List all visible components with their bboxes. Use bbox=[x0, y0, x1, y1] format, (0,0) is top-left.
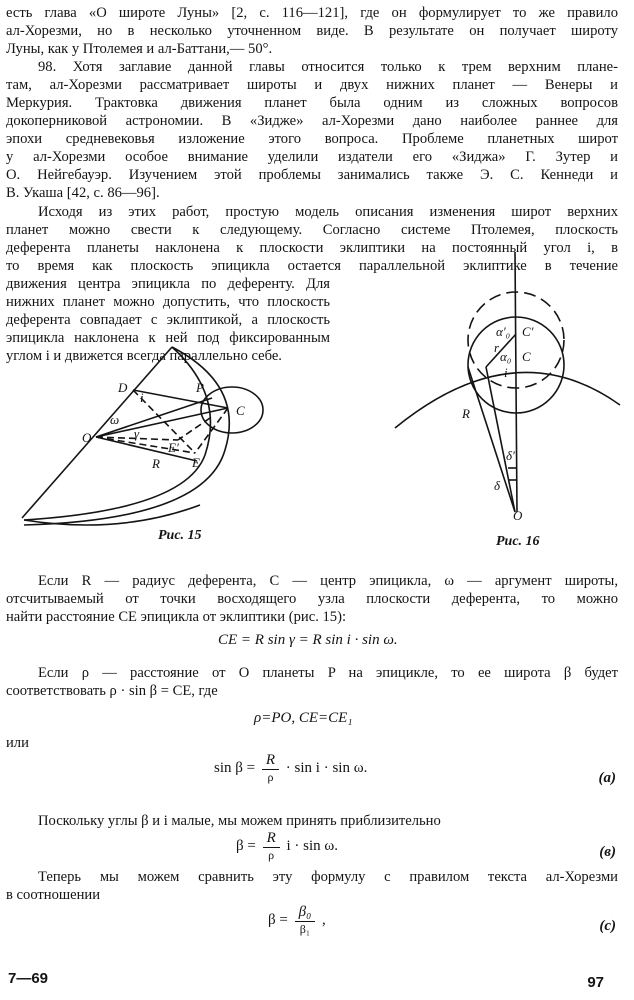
equation-label-b: (в) bbox=[599, 844, 616, 860]
text-line: в соотношении bbox=[6, 887, 101, 903]
fig16-inner-line bbox=[486, 367, 515, 512]
fig16-label-C: C bbox=[522, 349, 531, 364]
text-line: Исходя из этих работ, простую модель описания изменения широт верхних bbox=[38, 204, 618, 220]
text-line: найти расстояние CE эпицикла от эклиптики (рис. 15): bbox=[6, 609, 346, 625]
formula-b-left: β = bbox=[236, 837, 256, 854]
formula-c-left: β = bbox=[268, 911, 288, 928]
fraction bbox=[263, 830, 280, 863]
fig15-label-E: E bbox=[192, 455, 200, 470]
text-line: Меркурия. Трактовка движения планет была одним из сложных вопросов bbox=[6, 95, 618, 111]
text-line: отсчитываемый от точки восходящего узла плоскости деферента, то можно bbox=[6, 591, 618, 607]
text-line: 98. Хотя заглавие данной главы относится только к трем верхним плане- bbox=[38, 59, 618, 75]
text-line: докоперниковой астрономии. В «Зидже» ал-Хорезми дано наиболее раннее для bbox=[6, 113, 618, 129]
denominator: ρ bbox=[268, 848, 275, 862]
fig16-R-line bbox=[468, 367, 515, 512]
fig15-label-P: P bbox=[196, 380, 204, 395]
fraction bbox=[262, 752, 279, 785]
signature-mark: 7—69 bbox=[8, 970, 49, 987]
page-number: 97 bbox=[587, 974, 604, 991]
text-line: эпохи средневековья изложение этого вопроса. Проблеме планетных широт bbox=[6, 131, 618, 147]
numerator: R bbox=[263, 830, 280, 848]
text-line: то время как плоскость эпицикла остается параллельной эклиптике в течение bbox=[6, 258, 618, 274]
text-line: Теперь мы можем сравнить эту формулу с правилом текста ал-Хорезми bbox=[38, 869, 618, 885]
fig16-label-O: O bbox=[513, 508, 523, 523]
fig16-label-i: i bbox=[504, 365, 508, 380]
fig15-label-i: i bbox=[140, 390, 144, 405]
text-line: эпицикла наклонена к ней под фиксированным bbox=[6, 330, 330, 346]
denominator: ρ bbox=[267, 770, 274, 784]
text-line: Луны, как у Птолемея и ал-Баттани,— 50°. bbox=[6, 41, 273, 57]
fig15-label-D: D bbox=[118, 380, 128, 395]
fig16-label-R: R bbox=[462, 406, 470, 421]
numerator: R bbox=[262, 752, 279, 770]
formula-ce: CE = R sin γ = R sin i · sin ω. bbox=[218, 632, 398, 648]
text-line: соответствовать ρ · sin β = CE, где bbox=[6, 683, 218, 699]
text-line: углом i и движется всегда параллельно себе. bbox=[6, 348, 282, 364]
text-line: ал-Хорезми, но в несколько уточненном виде. В результате он получает широту bbox=[6, 23, 618, 39]
figure-15-caption: Рис. 15 bbox=[158, 528, 202, 543]
formula-a-right: · sin i · sin ω. bbox=[285, 759, 368, 776]
formula-c bbox=[268, 904, 326, 937]
formula-b bbox=[236, 830, 338, 863]
fig16-label-a0: α₀ bbox=[500, 349, 512, 364]
formula-a bbox=[214, 752, 367, 785]
text-line: нижних планет можно допустить, что плоскость bbox=[6, 294, 330, 310]
text-line: есть глава «О широте Луны» [2, с. 116—121], где он формулирует то же правило bbox=[6, 5, 618, 21]
fraction bbox=[295, 904, 316, 937]
formula-rho: ρ=PO, CE=CE₁ bbox=[254, 710, 353, 726]
text-line: Если R — радиус деферента, C — центр эпицикла, ω — аргумент широты, bbox=[38, 573, 618, 589]
text-line: Поскольку углы β и i малые, мы можем принять приблизительно bbox=[38, 813, 441, 829]
numerator: β₀ bbox=[295, 904, 316, 922]
text-line: Если ρ — расстояние от O планеты P на эпицикле, то ее широта β будет bbox=[38, 665, 618, 681]
formula-c-right: , bbox=[322, 911, 326, 928]
denominator: β₁ bbox=[299, 922, 311, 936]
fig16-axis bbox=[515, 252, 517, 512]
text-line: деферента совпадает с эклиптикой, а плоскость bbox=[6, 312, 330, 328]
fig15-label-gamma: γ bbox=[134, 426, 140, 441]
fig15-label-C: C bbox=[236, 403, 245, 418]
fig16-label-d: δ bbox=[494, 478, 501, 493]
fig16-label-Cp: C′ bbox=[522, 324, 534, 339]
figure-16-caption: Рис. 16 bbox=[496, 534, 540, 549]
text-line: там, ал-Хорезми рассматривает широты и двух нижних планет — Венеры и bbox=[6, 77, 618, 93]
text-line: или bbox=[6, 735, 29, 751]
text-line: В. Укаша [42, с. 86—96]. bbox=[6, 185, 160, 201]
fig15-label-omega: ω bbox=[110, 412, 120, 427]
fig15-label-E1: E′ bbox=[168, 440, 179, 455]
equation-label-c: (c) bbox=[599, 918, 616, 934]
text-line: у ал-Хорезми особое внимание уделили издатели его «Зиджа» Г. Зутер и bbox=[6, 149, 618, 165]
text-line: деферента планеты наклонена к плоскости эклиптики на постоянный угол i, в bbox=[6, 240, 618, 256]
fig15-label-O: O bbox=[82, 430, 92, 445]
fig15-label-R: R bbox=[152, 456, 160, 471]
formula-b-right: i · sin ω. bbox=[286, 837, 339, 854]
fig16-label-r: r bbox=[494, 340, 500, 355]
equation-label-a: (a) bbox=[598, 770, 616, 786]
fig16-label-dp: δ′ bbox=[506, 448, 515, 463]
fig16-deferent-arc bbox=[395, 372, 620, 428]
formula-a-left: sin β = bbox=[214, 759, 256, 776]
fig16-label-a0p: α′₀ bbox=[496, 324, 511, 339]
text-line: движения центра эпицикла по деференту. Для bbox=[6, 276, 330, 292]
text-line: О. Нейгебауэр. Изучением этой проблемы занимались также Э. С. Кеннеди и bbox=[6, 167, 618, 183]
text-line: планет можно свести к следующему. Согласно системе Птолемея, плоскость bbox=[6, 222, 618, 238]
